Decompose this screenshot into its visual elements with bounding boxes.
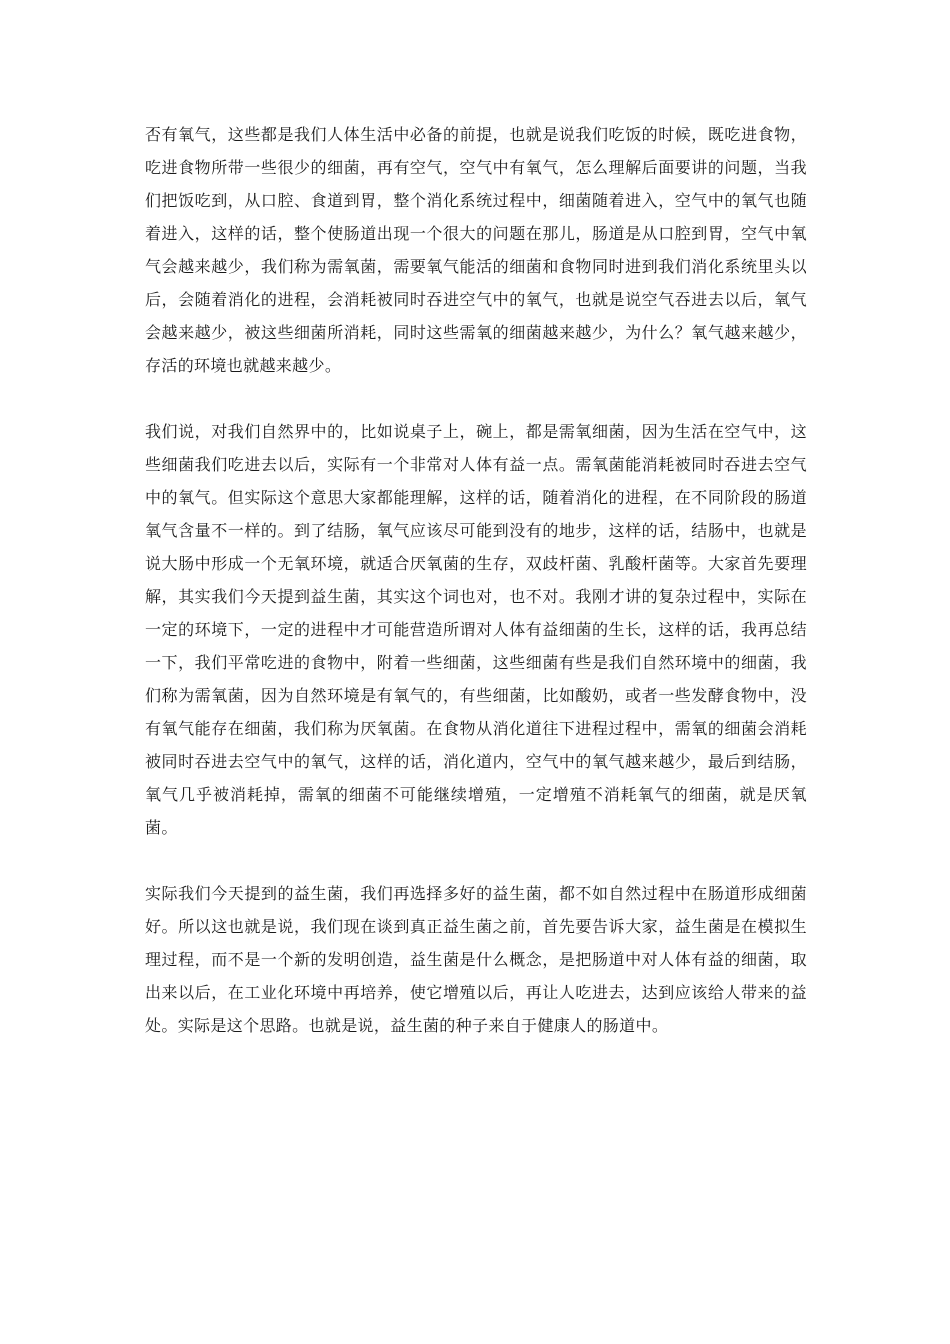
body-text [145,118,807,1042]
paragraph-3: 实际我们今天提到的益生菌，我们再选择多好的益生菌，都不如自然过程中在肠道形成细菌好。所以这也就是说，我们现在谈到真正益生菌之前，首先要告诉大家，益生菌是在模拟生理过程，而不是一个新的发明创造，益生菌是什么概念，是把肠道中对人体有益的细菌，取出来以后，在工业化环境中再培养，使它增殖以后，再让人吃进去，达到应该给人带来的益处。实际是这个思路。也就是说，益生菌的种子来自于健康人的肠道中。 [145,884,807,1035]
paragraph-2: 我们说，对我们自然界中的，比如说桌子上，碗上，都是需氧细菌，因为生活在空气中，这些细菌我们吃进去以后，实际有一个非常对人体有益一点。需氧菌能消耗被同时吞进去空气中的氧气。但实际这个意思大家都能理解，这样的话，随着消化的进程，在不同阶段的肠道氧气含量不一样的。到了结肠，氧气应该尽可能到没有的地步，这样的话，结肠中，也就是说大肠中形成一个无氧环境，就适合厌氧菌的生存，双歧杆菌、乳酸杆菌等。大家首先要理解，其实我们今天提到益生菌，其实这个词也对，也不对。我刚才讲的复杂过程中，实际在一定的环境下，一定的进程中才可能营造所谓对人体有益细菌的生长，这样的话，我再总结一下，我们平常吃进的食物中，附着一些细菌，这些细菌有些是我们自然环境中的细菌，我们称为需氧菌，因为自然环境是有氧气的，有些细菌，比如酸奶，或者一些发酵食物中，没有氧气能存在细菌，我们称为厌氧菌。在食物从消化道往下进程过程中，需氧的细菌会消耗被同时吞进去空气中的氧气，这样的话，消化道内，空气中的氧气越来越少，最后到结肠，氧气几乎被消耗掉，需氧的细菌不可能继续增殖，一定增殖不消耗氧气的细菌，就是厌氧菌。 [145,422,807,837]
paragraph-1: 否有氧气，这些都是我们人体生活中必备的前提，也就是说我们吃饭的时候，既吃进食物，吃进食物所带一些很少的细菌，再有空气，空气中有氧气，怎么理解后面要讲的问题，当我们把饭吃到，从口腔、食道到胃，整个消化系统过程中，细菌随着进入，空气中的氧气也随着进入，这样的话，整个使肠道出现一个很大的问题在那儿，肠道是从口腔到胃，空气中氧气会越来越少，我们称为需氧菌，需要氧气能活的细菌和食物同时进到我们消化系统里头以后，会随着消化的进程，会消耗被同时吞进空气中的氧气，也就是说空气吞进去以后，氧气会越来越少，被这些细菌所消耗，同时这些需氧的细菌越来越少，为什么？氧气越来越少，存活的环境也就越来越少。 [145,125,807,375]
